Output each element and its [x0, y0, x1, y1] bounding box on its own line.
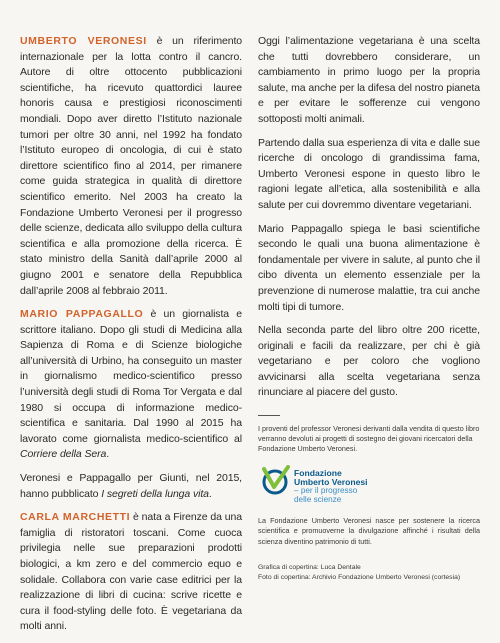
author-bio-text: è nata a Firenze da una famiglia di ristoratori toscani. Come cuoca privilegia nelle sue preparazioni prodotti biologici, a km zero e del commercio equo e solidale. Collabora con varie case editrici per la realizzazione di libri di cucina: scrive ricette e cura il food-styling delle foto. È vegetariana da molti anni. [20, 511, 242, 633]
author-name-veronesi: UMBERTO VERONESI [20, 35, 147, 47]
punctuation: . [106, 448, 110, 461]
author-bio-text: è un riferimento internazionale per la lotta contro il cancro. Autore di oltre ottocento pubblicazioni scientifiche, ha ricevuto quattordici lauree honoris causa e prestigiosi riconoscimenti mondiali. Dopo aver diretto l’Istituto nazionale tumori per oltre 30 anni, nel 1992 ha fondato l’Istituto europeo di oncologia, di cui è stato direttore scientifico fino al 2014, per rimanere come guida strategica in qualità di direttore scientifico emerito. Nel 2003 ha creato la Fondazione Umberto Veronesi per il progresso delle scienze, dedicata allo sviluppo della cultura scientifica e alla promozione della ricerca. È stato ministro della Sanità dall’aprile 2000 al giugno 2001 e senatore della Repubblica dall’aprile 2008 al febbraio 2011. [20, 35, 243, 297]
foundation-logo-wordmark [294, 469, 368, 505]
logo-line: – per il progresso [294, 486, 358, 496]
foundation-logo-icon [258, 465, 292, 499]
description-paragraph: Partendo dalla sua esperienza di vita e dalle sue ricerche di oncologo di grandissima fama, Umberto Veronesi espone in questo libro le ragioni legate all’etica, alla sostenibilità e alla salute per cui dovremmo diventare vegetariani. [258, 136, 480, 211]
description-paragraph: Oggi l’alimentazione vegetariana è una scelta che tutti dovrebbero considerare, un cambiamento in primo luogo per la propria salute, ma anche per la difesa del nostro pianeta e per evitare le sofferenze cui vengono sottoposti molti animali. [258, 35, 480, 125]
author-name-pappagallo: MARIO PAPPAGALLO [20, 308, 144, 321]
description-column [258, 34, 480, 582]
divider [258, 415, 280, 416]
foundation-note: La Fondazione Umberto Veronesi nasce per sostenere la ricerca scientifica e promuoverne la divulgazione affinché i risultati della scienza diventino patrimonio di tutti. [258, 516, 480, 546]
logo-line: Fondazione [294, 467, 342, 478]
author-bio-text: è un giornalista e scrittore italiano. Dopo gli studi di Medicina alla Sapienza di Roma e di Scienze biologiche all’università di Urbino, ha conseguito un master in giornalismo medico-scientifico presso l’università degli studi di Roma Tor Vergata e dal 1980 si occupa di informazione medico-scientifica e sanitaria. Dal 1990 al 2015 ha lavorato come giornalista medico-scientifico al [20, 308, 242, 445]
previous-book-note [20, 471, 242, 502]
author-bio-pappagallo [20, 307, 242, 463]
logo-line: delle scienze [294, 494, 342, 504]
previous-book-title: I segreti della lunga vita [101, 487, 209, 500]
description-paragraph: Nella seconda parte del libro oltre 200 ricette, originali e facili da realizzare, per chi è già vegetariano e per coloro che vogliono avvicinarsi alla scelta vegetariana senza rinunciare al piacere del gusto. [258, 324, 480, 399]
author-bio-marchetti [20, 510, 242, 635]
cover-credits [258, 563, 480, 583]
foundation-logo [258, 465, 480, 505]
authors-column [20, 34, 242, 643]
proceeds-note: I proventi del professor Veronesi derivanti dalla vendita di questo libro verranno devoluti ai progetti di sostegno dei giovani ricercatori della Fondazione Umberto Veronesi. [258, 424, 480, 454]
punctuation: . [208, 487, 212, 500]
credit-line: Grafica di copertina: Luca Dentale [258, 563, 361, 571]
author-name-marchetti: CARLA MARCHETTI [20, 511, 131, 524]
logo-line: Umberto Veronesi [294, 476, 368, 487]
credit-line: Foto di copertina: Archivio Fondazione Umberto Veronesi (cortesia) [258, 573, 461, 581]
previous-book-text: Veronesi e Pappagallo per Giunti, nel 2015, hanno pubblicato [20, 472, 242, 500]
description-paragraph: Mario Pappagallo spiega le basi scientifiche secondo le quali una buona alimentazione è fondamentale per vivere in salute, al punto che il cibo diventa un elemento essenziale per la prevenzione di numerose malattie, tra cui anche molti tipi di tumore. [258, 222, 480, 313]
newspaper-title: Corriere della Sera [20, 448, 107, 461]
author-bio-veronesi [20, 34, 242, 299]
